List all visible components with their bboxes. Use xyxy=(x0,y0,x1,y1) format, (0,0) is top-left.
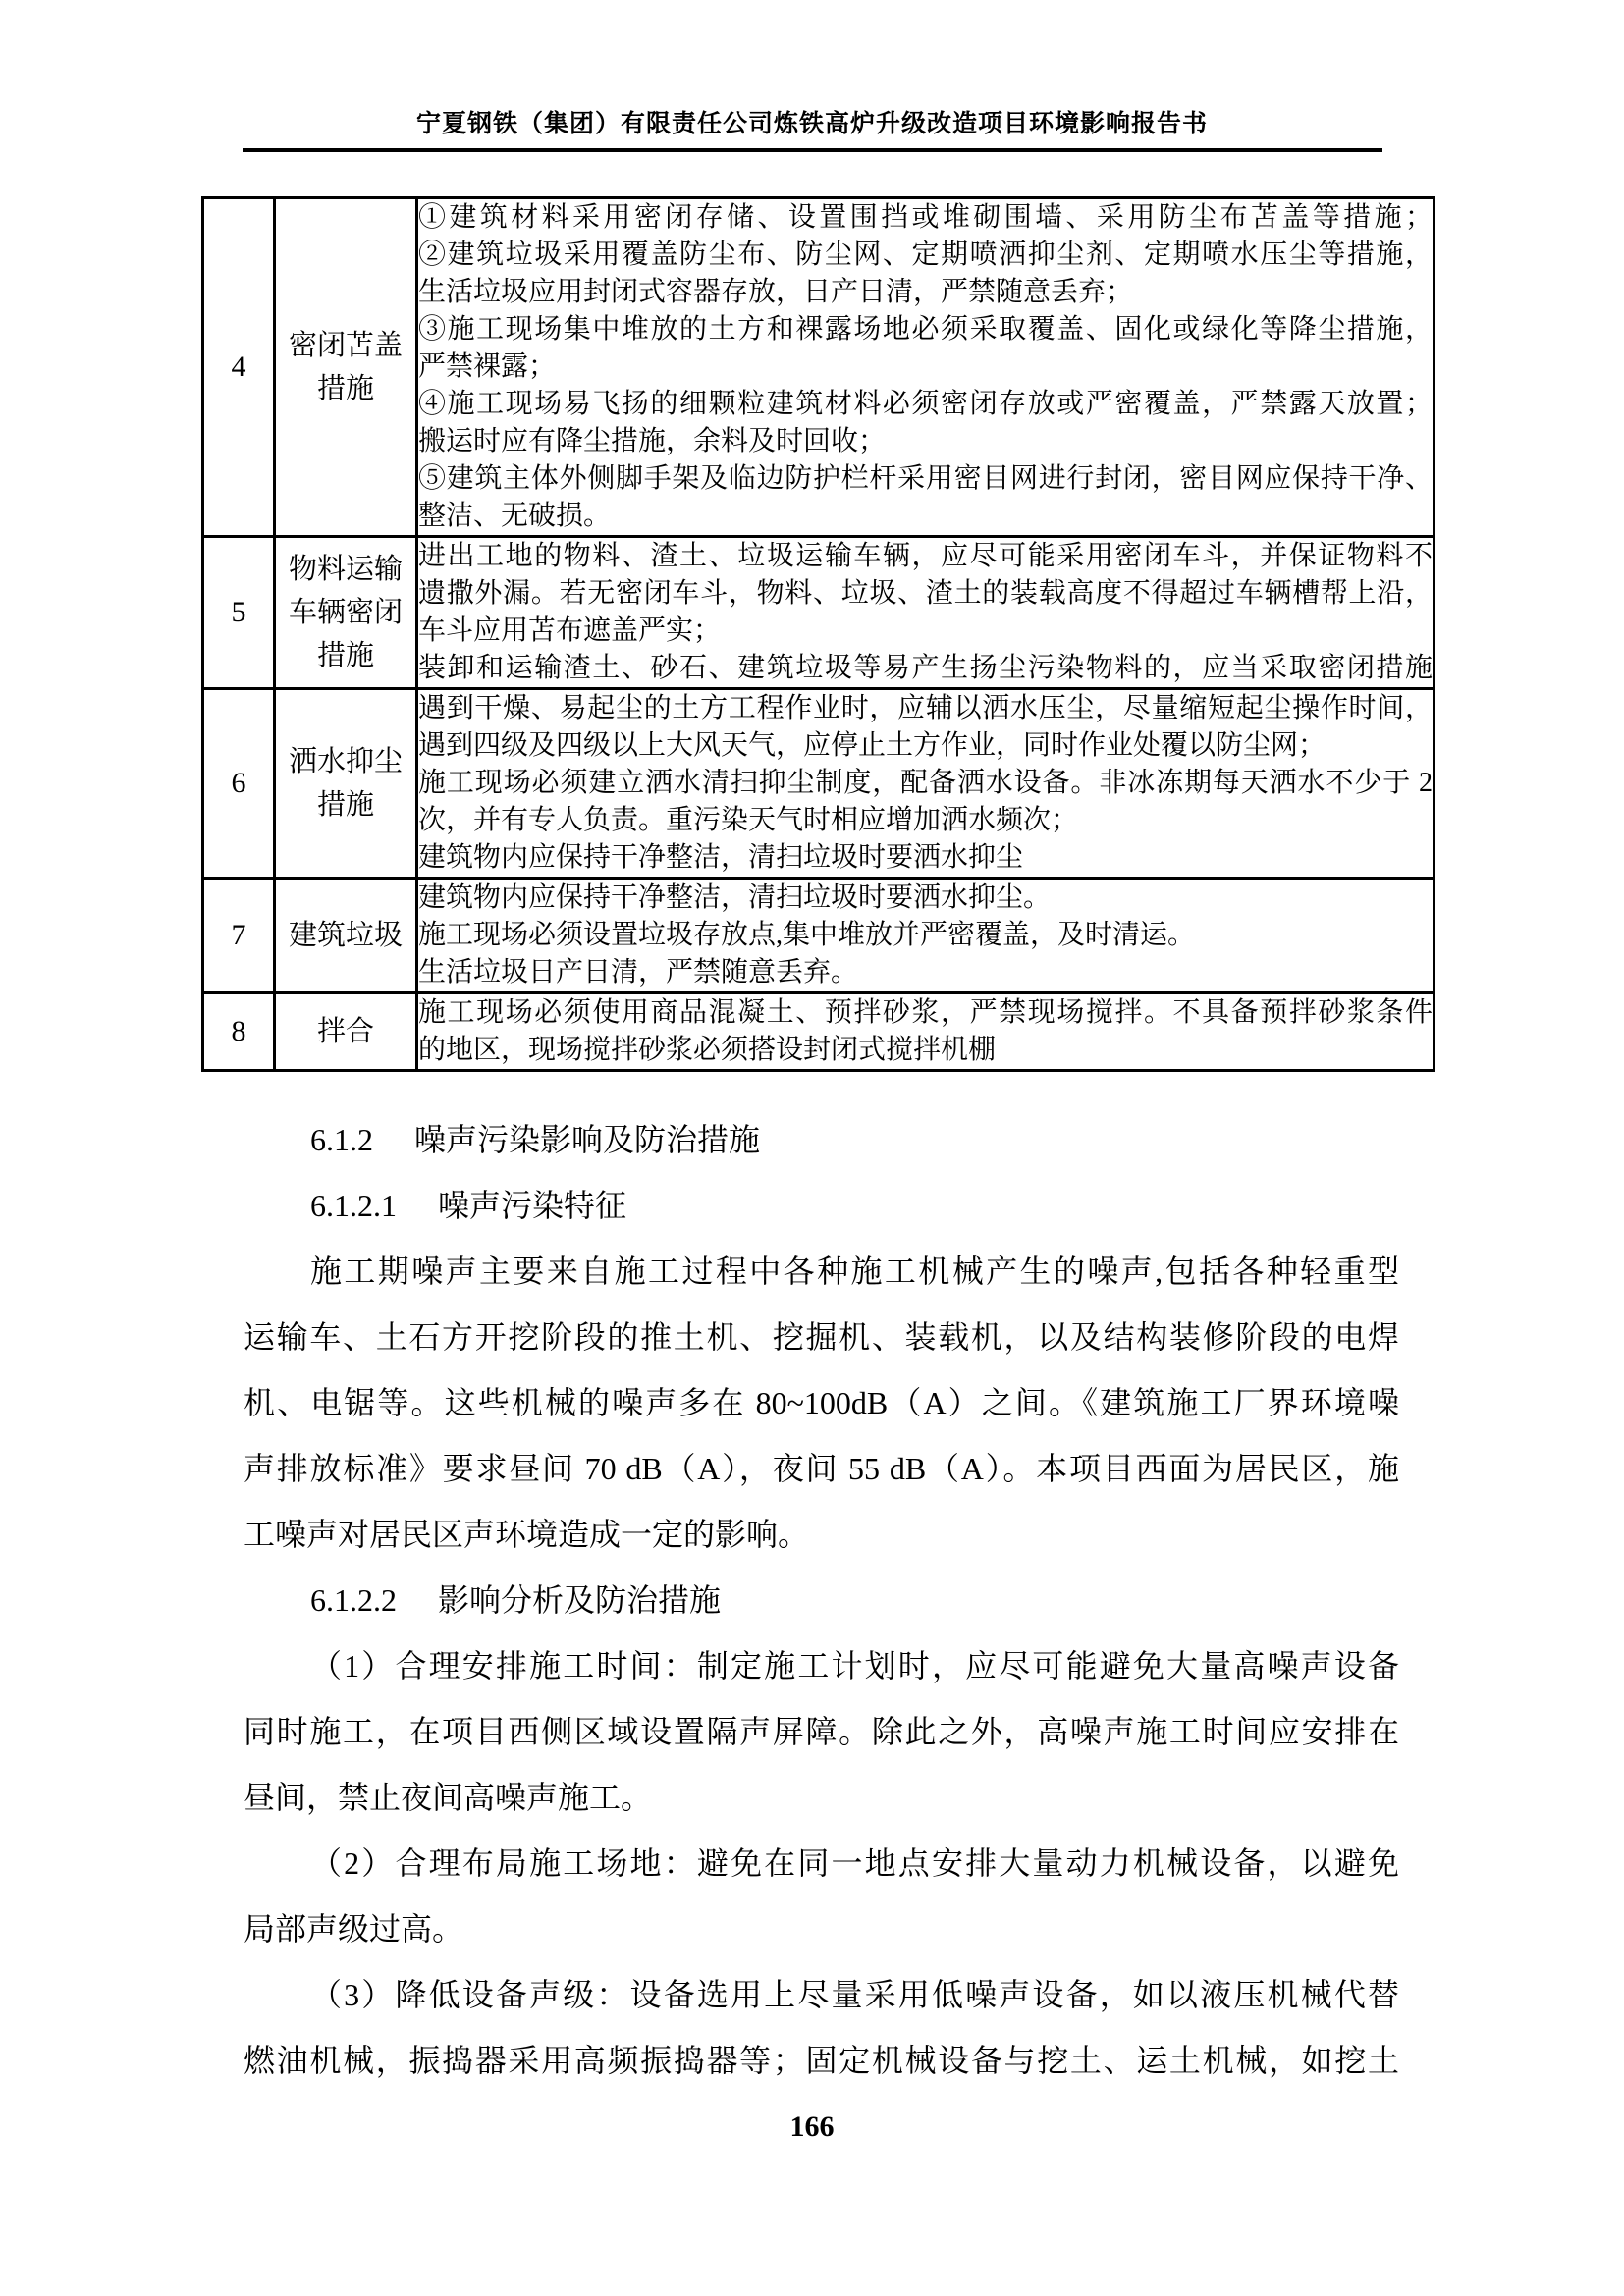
description-line: 遇到四级及四级以上大风天气，应停止土方作业，同时作业处覆以防尘网； xyxy=(418,730,1326,761)
paragraph-line: 声排放标准》要求昼间 70 dB（A），夜间 55 dB（A）。本项目西面为居民区，施 xyxy=(244,1451,1399,1486)
paragraph-line: （3）降低设备声级：设备选用上尽量采用低噪声设备，如以液压机械代替 xyxy=(310,1977,1399,2012)
measures-table xyxy=(201,196,1435,1072)
row-number-cell: 8 xyxy=(203,993,275,1071)
description-line: 遗撒外漏。若无密闭车斗，物料、垃圾、渣土的装载高度不得超过车辆槽帮上沿， xyxy=(418,578,1433,609)
section-heading-number: 6.1.2.2 xyxy=(310,1582,397,1618)
section-heading-number: 6.1.2.1 xyxy=(310,1188,397,1223)
table-row xyxy=(203,689,1435,879)
row-number-cell: 5 xyxy=(203,537,275,689)
section-heading-title: 影响分析及防治措施 xyxy=(438,1582,722,1618)
row-label-line: 物料运输 xyxy=(288,554,403,585)
description-line: 遇到干燥、易起尘的土方工程作业时，应辅以洒水压尘，尽量缩短起尘操作时间， xyxy=(418,693,1433,723)
row-label-cell xyxy=(275,198,417,537)
row-label-cell xyxy=(275,537,417,689)
row-label-cell xyxy=(275,993,417,1071)
row-label-line: 洒水抑尘 xyxy=(288,746,403,777)
row-description-cell xyxy=(417,993,1435,1071)
description-line: 搬运时应有降尘措施，余料及时回收； xyxy=(418,426,887,456)
description-line: 的地区，现场搅拌砂浆必须搭设封闭式搅拌机棚 xyxy=(418,1035,997,1065)
section-heading-title: 噪声污染影响及防治措施 xyxy=(414,1122,761,1157)
description-line: 整洁、无破损。 xyxy=(418,501,612,531)
row-description-cell xyxy=(417,689,1435,879)
description-line: ④施工现场易飞扬的细颗粒建筑材料必须密闭存放或严密覆盖，严禁露天放置； xyxy=(418,389,1433,419)
paragraph-line: 燃油机械，振捣器采用高频振捣器等；固定机械设备与挖土、运土机械，如挖土 xyxy=(244,2043,1399,2078)
description-line: 严禁裸露； xyxy=(418,351,557,382)
paragraph-line: 机、电锯等。这些机械的噪声多在 80~100dB（A）之间。《建筑施工厂界环境噪 xyxy=(244,1385,1399,1420)
header-rule xyxy=(243,148,1382,152)
row-label-cell xyxy=(275,879,417,993)
paragraph-line: 昼间，禁止夜间高噪声施工。 xyxy=(244,1780,653,1815)
table-row xyxy=(203,198,1435,537)
measures-table-body xyxy=(203,198,1435,1071)
description-line: ①建筑材料采用密闭存储、设置围挡或堆砌围墙、采用防尘布苫盖等措施； xyxy=(418,202,1433,233)
description-line: 施工现场必须使用商品混凝土、预拌砂浆，严禁现场搅拌。不具备预拌砂浆条件 xyxy=(418,997,1433,1028)
description-line: ⑤建筑主体外侧脚手架及临边防护栏杆采用密目网进行封闭，密目网应保持干净、 xyxy=(418,463,1433,494)
header-title: 宁夏钢铁（集团）有限责任公司炼铁高炉升级改造项目环境影响报告书 xyxy=(415,111,1208,137)
row-label-line: 措施 xyxy=(316,789,374,821)
description-line: 生活垃圾应用封闭式容器存放，日产日清，严禁随意丢弃； xyxy=(418,277,1134,307)
row-number-cell: 6 xyxy=(203,689,275,879)
table-row xyxy=(203,537,1435,689)
description-line: 生活垃圾日产日清，严禁随意丢弃。 xyxy=(418,957,859,988)
section-heading xyxy=(244,1568,1399,1633)
row-label-line: 密闭苫盖 xyxy=(288,330,403,361)
section-heading-title: 噪声污染特征 xyxy=(438,1188,627,1223)
page-number: 166 xyxy=(789,2110,835,2143)
description-line: ②建筑垃圾采用覆盖防尘布、防尘网、定期喷洒抑尘剂、定期喷水压尘等措施， xyxy=(418,240,1433,270)
row-label-cell xyxy=(275,689,417,879)
description-line: ③施工现场集中堆放的土方和裸露场地必须采取覆盖、固化或绿化等降尘措施， xyxy=(418,314,1433,345)
paragraph-line: 同时施工，在项目西侧区域设置隔声屏障。除此之外，高噪声施工时间应安排在 xyxy=(244,1714,1399,1749)
description-line: 建筑物内应保持干净整洁，清扫垃圾时要洒水抑尘 xyxy=(418,842,1024,873)
row-description-cell xyxy=(417,879,1435,993)
paragraph-line: 局部声级过高。 xyxy=(244,1911,464,1947)
table-row xyxy=(203,879,1435,993)
paragraph-line: 运输车、土石方开挖阶段的推土机、挖掘机、装载机，以及结构装修阶段的电焊 xyxy=(244,1319,1399,1355)
row-label-line: 拌合 xyxy=(316,1016,374,1047)
description-line: 装卸和运输渣土、砂石、建筑垃圾等易产生扬尘污染物料的，应当采取密闭措施 xyxy=(418,653,1433,683)
paragraph-line: 工噪声对居民区声环境造成一定的影响。 xyxy=(244,1517,810,1552)
description-line: 施工现场必须设置垃圾存放点,集中堆放并严密覆盖，及时清运。 xyxy=(418,920,1196,950)
paragraph-line: （1）合理安排施工时间：制定施工计划时，应尽可能避免大量高噪声设备 xyxy=(310,1648,1399,1683)
description-line: 进出工地的物料、渣土、垃圾运输车辆，应尽可能采用密闭车斗，并保证物料不 xyxy=(418,541,1433,571)
row-label-line: 措施 xyxy=(316,640,374,671)
row-label-line: 车辆密闭 xyxy=(288,597,403,628)
description-line: 施工现场必须建立洒水清扫抑尘制度，配备洒水设备。非冰冻期每天洒水不少于 2 xyxy=(418,768,1433,798)
paragraph-line: （2）合理布局施工场地：避免在同一地点安排大量动力机械设备，以避免 xyxy=(310,1845,1399,1881)
row-number-cell: 4 xyxy=(203,198,275,537)
row-label-line: 建筑垃圾 xyxy=(288,920,403,951)
section-heading xyxy=(244,1173,1399,1239)
row-description-cell xyxy=(417,198,1435,537)
section-heading-number: 6.1.2 xyxy=(310,1122,373,1157)
row-number-cell: 7 xyxy=(203,879,275,993)
description-line: 次，并有专人负责。重污染天气时相应增加洒水频次； xyxy=(418,805,1079,835)
row-label-line: 措施 xyxy=(316,373,374,404)
section-heading xyxy=(244,1107,1399,1173)
row-description-cell xyxy=(417,537,1435,689)
body-content xyxy=(244,1107,1399,2094)
table-row xyxy=(203,993,1435,1071)
description-line: 建筑物内应保持干净整洁，清扫垃圾时要洒水抑尘。 xyxy=(418,882,1052,913)
paragraph-line: 施工期噪声主要来自施工过程中各种施工机械产生的噪声,包括各种轻重型 xyxy=(310,1254,1399,1289)
description-line: 车斗应用苫布遮盖严实； xyxy=(418,615,722,646)
